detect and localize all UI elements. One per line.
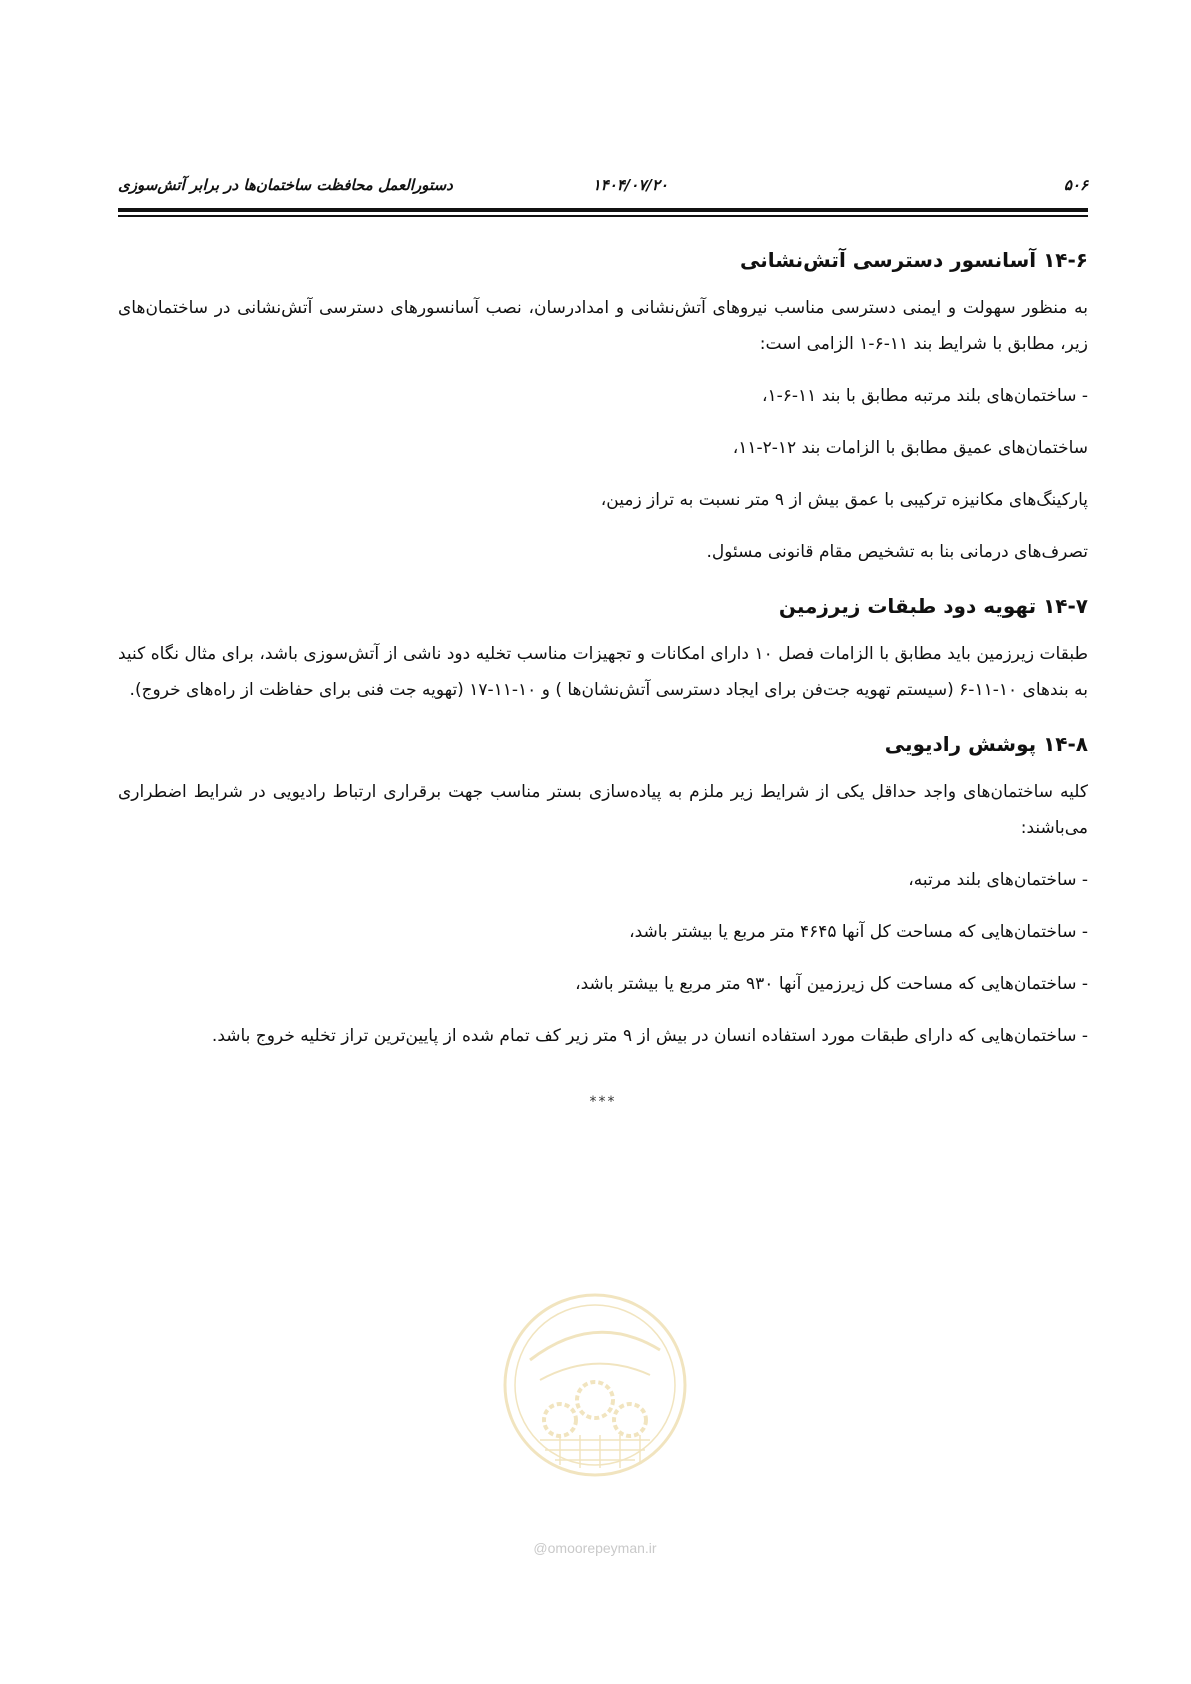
header-rule-thin: [118, 215, 1088, 217]
page-content: [118, 240, 1088, 1120]
list-item: - ساختمان‌های بلند مرتبه مطابق با بند ۱۱-۶-۱،: [761, 386, 1088, 406]
section-intro: طبقات زیرزمین باید مطابق با الزامات فصل ۱۰ دارای امکانات و تجهیزات مناسب تخلیه دود ناشی از آتش‌سوزی باشد، برای مثال نگاه کنید به بندهای ۱۰-۱۱-۶ (سیستم تهویه جت‌فن برای ایجاد دسترسی آتش‌نشان‌ها ) و ۱۰-۱۱-۱۷ (تهویه جت فنی برای حفاظت از راه‌های خروج).: [118, 644, 1088, 700]
page-header: [118, 170, 1088, 204]
list-item: - ساختمان‌هایی که دارای طبقات مورد استفاده انسان در بیش از ۹ متر زیر کف تمام شده از پایین‌ترین تراز تخلیه خروج باشد.: [211, 1026, 1088, 1046]
page-number: ۵۰۶: [1063, 176, 1088, 194]
section-heading: ۱۴-۸ پوشش رادیویی: [884, 732, 1088, 756]
list-item: - ساختمان‌هایی که مساحت کل زیرزمین آنها ۹۳۰ متر مربع یا بیشتر باشد،: [575, 974, 1088, 994]
section-heading: ۱۴-۶ آسانسور دسترسی آتش‌نشانی: [740, 248, 1088, 272]
header-date: ۱۴۰۴/۰۷/۲۰: [592, 176, 668, 194]
section-fire-elevator: [118, 240, 1088, 570]
section-intro: کلیه ساختمان‌های واجد حداقل یکی از شرایط زیر ملزم به پیاده‌سازی بستر مناسب جهت برقراری ارتباط رادیویی در شرایط اضطراری می‌باشند:: [118, 782, 1088, 838]
list-item: - ساختمان‌هایی که مساحت کل آنها ۴۶۴۵ متر مربع یا بیشتر باشد،: [629, 922, 1088, 942]
watermark-url: @omoorepeyman.ir: [533, 1540, 657, 1556]
section-basement-smoke: [118, 586, 1088, 708]
list-item: تصرف‌های درمانی بنا به تشخیص مقام قانونی مسئول.: [706, 542, 1088, 562]
section-radio-coverage: [118, 724, 1088, 1054]
list-item: - ساختمان‌های بلند مرتبه،: [908, 870, 1088, 890]
section-heading: ۱۴-۷ تهویه دود طبقات زیرزمین: [778, 594, 1088, 618]
watermark-logo-icon: [500, 1290, 690, 1480]
end-mark: ***: [589, 1094, 617, 1110]
document-title: دستورالعمل محافظت ساختمان‌ها در برابر آتش‌سوزی: [118, 176, 453, 194]
list-item: ساختمان‌های عمیق مطابق با الزامات بند ۱۲-۲-۱۱،: [732, 438, 1088, 458]
section-intro: به منظور سهولت و ایمنی دسترسی مناسب نیروهای آتش‌نشانی و امدادرسان، نصب آسانسورهای دسترسی آتش‌نشانی در ساختمان‌های زیر، مطابق با شرایط بند ۱۱-۶-۱ الزامی است:: [118, 298, 1088, 354]
header-rule-thick: [118, 208, 1088, 212]
list-item: پارکینگ‌های مکانیزه ترکیبی با عمق بیش از ۹ متر نسبت به تراز زمین،: [600, 490, 1088, 510]
